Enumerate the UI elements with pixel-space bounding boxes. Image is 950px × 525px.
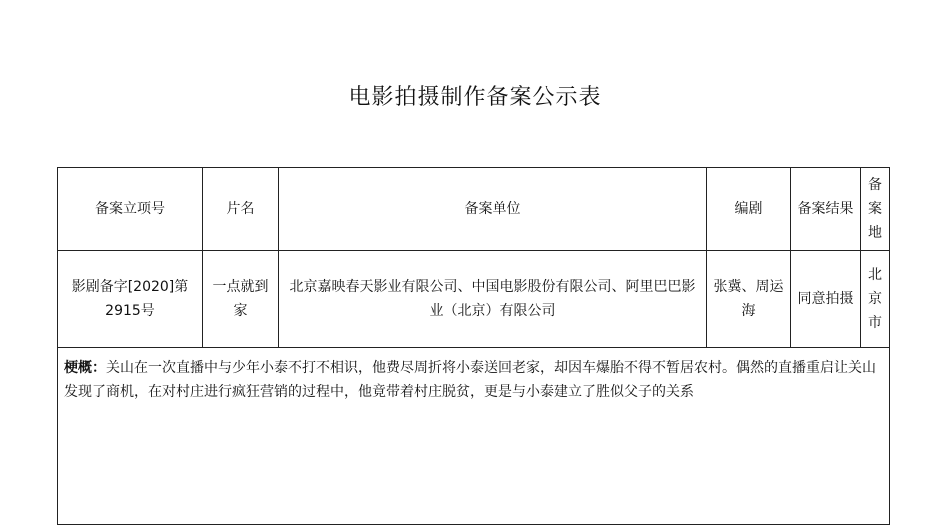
header-screenwriter: 编剧: [707, 168, 791, 251]
summary-cell: [58, 348, 890, 525]
summary-label: 梗概：: [64, 360, 106, 376]
cell-film-name: 一点就到家: [203, 251, 279, 348]
header-record-no: 备案立项号: [58, 168, 203, 251]
summary-text: 关山在一次直播中与少年小泰不打不相识，他费尽周折将小泰送回老家，却因车爆胎不得不暂居农村。偶然的直播重启让关山发现了商机，在对村庄进行疯狂营销的过程中，他竟带着村庄脱贫，更是与小泰建立了胜似父子的关系: [64, 360, 876, 400]
cell-result: 同意拍摄: [791, 251, 861, 348]
cell-screenwriter: 张冀、周运海: [707, 251, 791, 348]
header-unit: 备案单位: [279, 168, 707, 251]
table-header-row: [58, 168, 890, 251]
header-film-name: 片名: [203, 168, 279, 251]
cell-location: 北京市: [861, 251, 890, 348]
record-table-container: [57, 167, 889, 525]
table-row: [58, 251, 890, 348]
header-location: 备案地: [861, 168, 890, 251]
cell-unit: 北京嘉映春天影业有限公司、中国电影股份有限公司、阿里巴巴影业（北京）有限公司: [279, 251, 707, 348]
page-title: 电影拍摄制作备案公示表: [348, 85, 602, 110]
summary-row: [58, 348, 890, 525]
record-table: [57, 167, 890, 525]
header-result: 备案结果: [791, 168, 861, 251]
cell-record-no: 影剧备字[2020]第2915号: [58, 251, 203, 348]
